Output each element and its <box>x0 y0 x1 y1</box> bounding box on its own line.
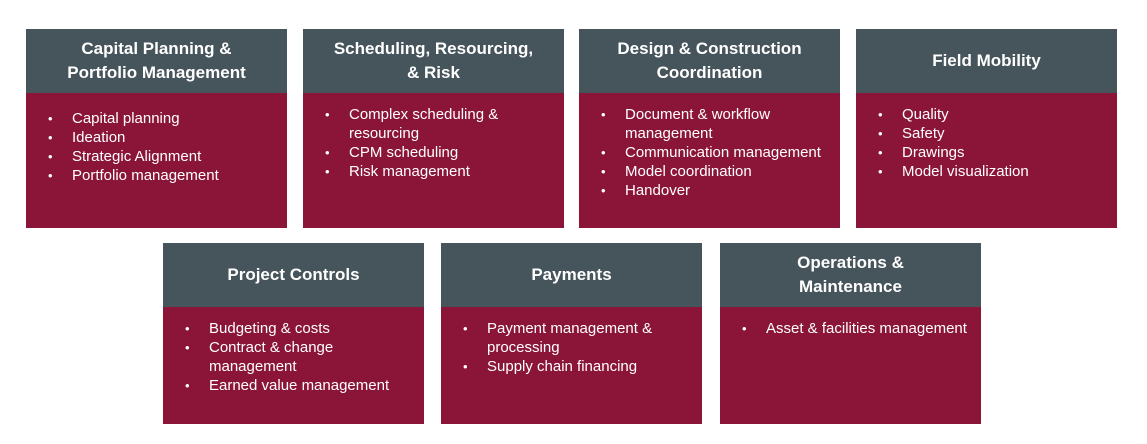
card-body <box>303 93 564 228</box>
card-item-list <box>463 319 690 376</box>
card-title: Operations & Maintenance <box>797 253 904 296</box>
card-title: Field Mobility <box>932 51 1041 70</box>
list-item: • Payment management & processing <box>463 319 690 357</box>
card-body <box>26 93 287 228</box>
card-body <box>579 93 840 228</box>
list-item: • Model visualization <box>878 162 1105 181</box>
list-item: • Portfolio management <box>48 166 275 185</box>
card-capital-planning <box>26 29 287 228</box>
list-item: • Budgeting & costs <box>185 319 412 338</box>
card-header <box>163 243 424 307</box>
list-item: • Asset & facilities management <box>742 319 969 338</box>
list-item: • Quality <box>878 105 1105 124</box>
list-item: • Handover <box>601 181 828 200</box>
card-title: Project Controls <box>227 265 360 284</box>
card-title: Scheduling, Resourcing, & Risk <box>333 39 534 82</box>
card-item-list <box>742 319 969 338</box>
list-item: • Ideation <box>48 128 275 147</box>
card-item-list <box>185 319 412 395</box>
list-item: • Risk management <box>325 162 552 181</box>
list-item: • Capital planning <box>48 109 275 128</box>
card-item-list <box>48 109 275 185</box>
card-header <box>856 29 1117 93</box>
card-item-list <box>325 105 552 181</box>
list-item: • Contract & change management <box>185 338 412 376</box>
list-item: • Complex scheduling & resourcing <box>325 105 552 143</box>
card-title: Payments <box>531 265 612 284</box>
card-project-controls <box>163 243 424 424</box>
card-title: Capital Planning & Portfolio Management <box>67 39 246 82</box>
list-item: • Document & workflow management <box>601 105 828 143</box>
card-body <box>856 93 1117 228</box>
list-item: • Strategic Alignment <box>48 147 275 166</box>
card-body <box>720 307 981 424</box>
list-item: • Safety <box>878 124 1105 143</box>
card-operations-maintenance <box>720 243 981 424</box>
card-header <box>441 243 702 307</box>
card-header <box>26 29 287 93</box>
card-design-construction <box>579 29 840 228</box>
list-item: • Model coordination <box>601 162 828 181</box>
card-header <box>303 29 564 93</box>
card-header <box>720 243 981 307</box>
card-body <box>441 307 702 424</box>
list-item: • Drawings <box>878 143 1105 162</box>
list-item: • Earned value management <box>185 376 412 395</box>
card-header <box>579 29 840 93</box>
list-item: • Supply chain financing <box>463 357 690 376</box>
card-payments <box>441 243 702 424</box>
card-scheduling-resourcing-risk <box>303 29 564 228</box>
card-field-mobility <box>856 29 1117 228</box>
card-body <box>163 307 424 424</box>
card-item-list <box>878 105 1105 181</box>
list-item: • Communication management <box>601 143 828 162</box>
card-title: Design & Construction Coordination <box>617 39 802 82</box>
card-item-list <box>601 105 828 200</box>
list-item: • CPM scheduling <box>325 143 552 162</box>
